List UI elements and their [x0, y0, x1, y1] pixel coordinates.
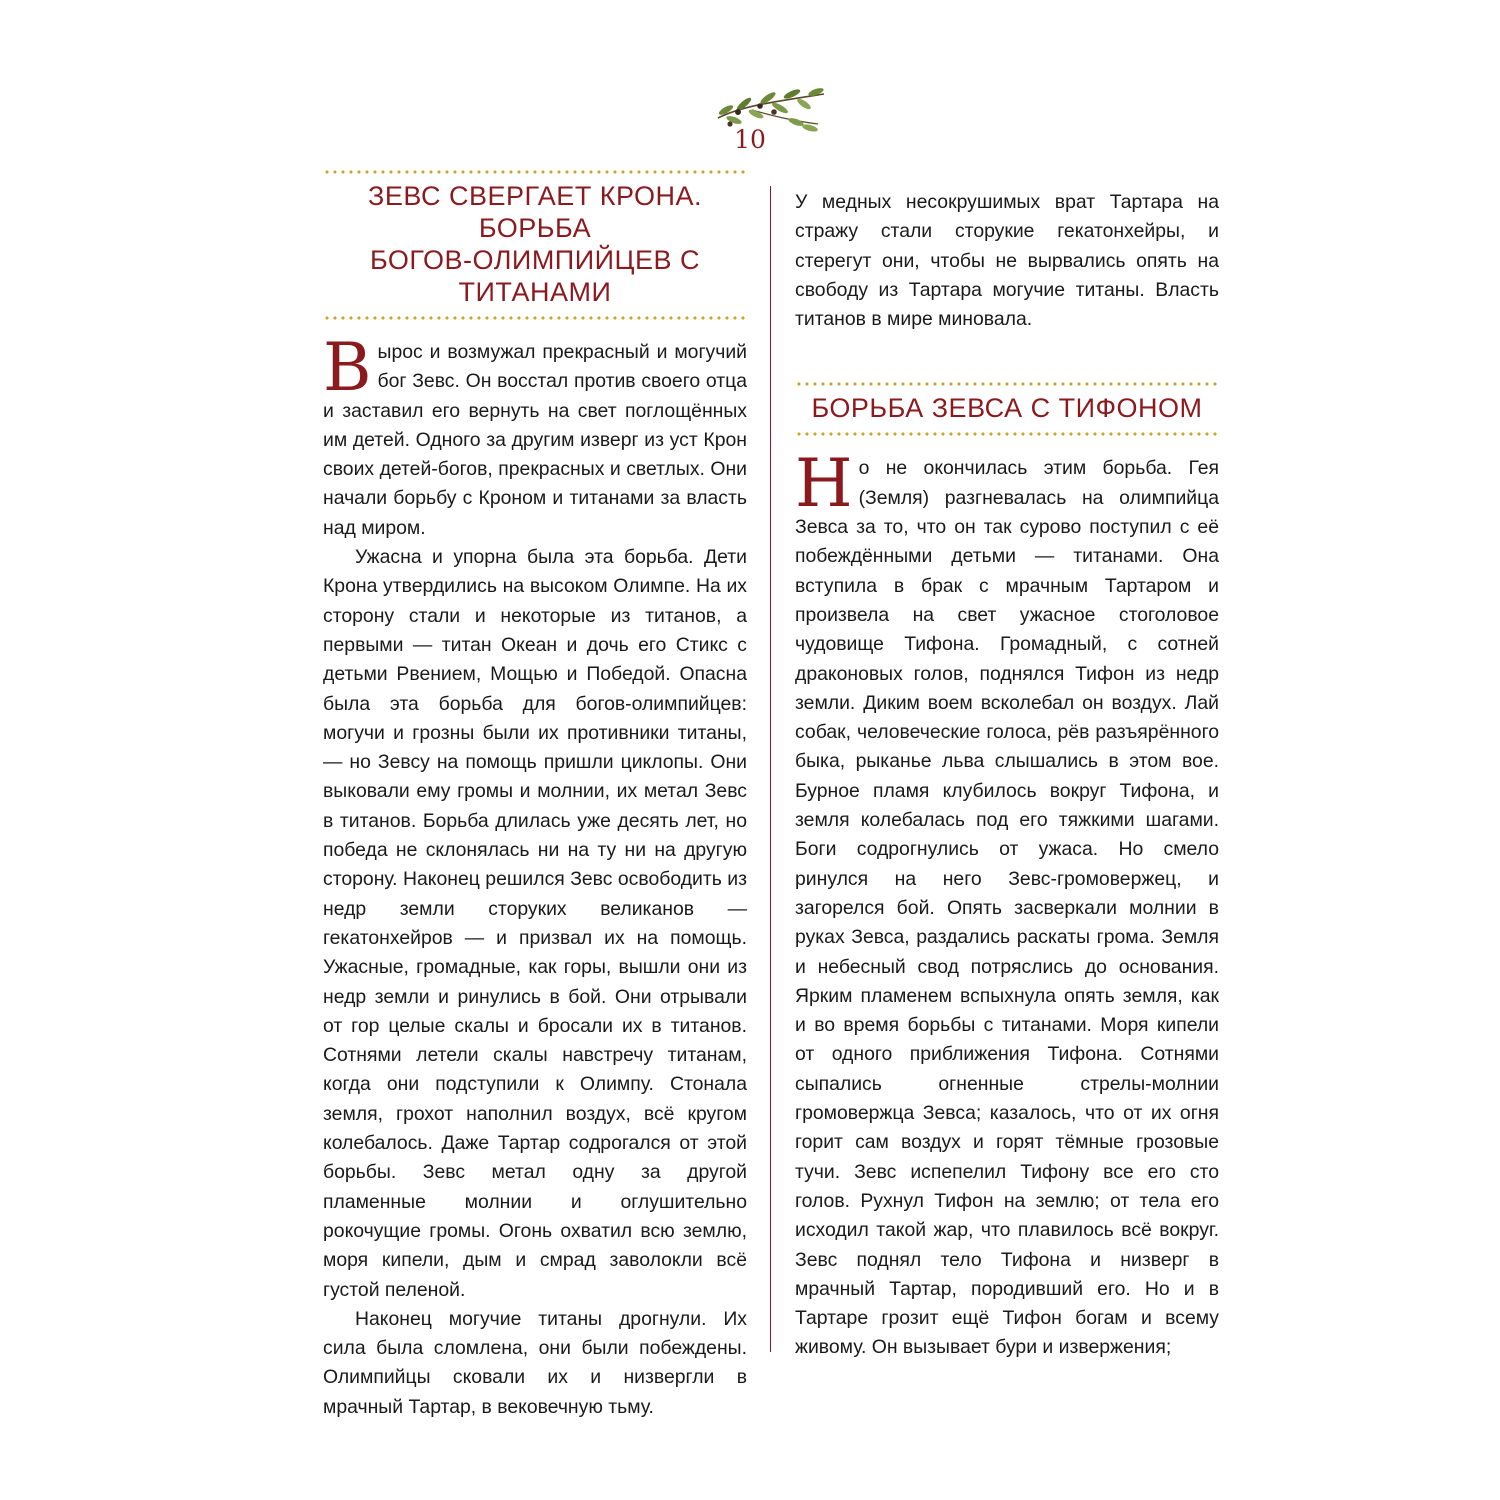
dotted-rule-bottom — [795, 432, 1219, 436]
paragraph-1-text: ырос и возмужал прекрасный и могучий бог Зевс. Он восстал против своего отца и заставил его вернуть на свет поглощённых им детей. Одного за другим изверг из уст Крон своих детей-богов, прекрасных и светлых. Они начали борьбу с Кроном и титанами за власть над миром. — [323, 341, 747, 539]
drop-cap: В — [323, 329, 372, 406]
left-column — [323, 170, 747, 1422]
page-number: 10 — [734, 125, 766, 154]
section-heading-zeus-overthrows-cronus — [323, 174, 747, 316]
heading-line-2: БОГОВ-ОЛИМПИЙЦЕВ С ТИТАНАМИ — [369, 245, 701, 307]
paragraph-continued: У медных несокрушимых врат Тартара на стражу стали сторукие гекатонхейры, и стерегут они, чтобы не вырвались опять на свободу из Тартара могучие титаны. Власть титанов в мире миновала. — [795, 191, 1219, 331]
paragraph-2: Ужасна и упорна была эта борьба. Дети Крона утвердились на высоком Олимпе. На их сторону стали и некоторые из титанов, а первыми — титан Океан и дочь его Стикс с детьми Рвением, Мощью и Победой. Опасна была эта борьба для богов-олимпийцев: могучи и грозны были их противники титаны, — но Зевсу на помощь пришли циклопы. Они выковали ему громы и молнии, их метал Зевс в титанов. Борьба длилась уже десять лет, но победа не склонялась ни на ту ни на другую сторону. Наконец решился Зевс освободить из недр земли сторуких великанов — гекатонхейров — и призвал их на помощь. Ужасные, громадные, как горы, вышли они из недр земли и ринулись в бой. Они отрывали от гор целые скалы и бросали их в титанов. Сотнями летели скалы навстречу титанам, когда они подступили к Олимпу. Стонала земля, грохот наполнил воздух, всё кругом колебалось. Даже Тартар содрогался от этой борьбы. Зевс метал одну за другой пламенные молнии и оглушительно рокочущие громы. Огонь охватил всю землю, моря кипели, дым и смрад заволокли всё густой пеленой. — [323, 546, 747, 1301]
paragraph-1 — [323, 329, 747, 543]
dotted-rule-bottom — [323, 316, 747, 320]
paragraph-3: Наконец могучие титаны дрогнули. Их сила была сломлена, они были побеждены. Олимпийцы сковали их и низвергли в мрачный Тартар, в вековечную тьму. — [323, 1307, 747, 1418]
section-heading-zeus-vs-typhon: БОРЬБА ЗЕВСА С ТИФОНОМ — [811, 393, 1203, 424]
drop-cap: Н — [795, 445, 853, 523]
heading-line-1: ЗЕВС СВЕРГАЕТ КРОНА. БОРЬБА — [368, 181, 702, 243]
right-column — [795, 170, 1219, 1363]
column-divider — [770, 186, 771, 1352]
body-text-right-continued — [795, 188, 1219, 334]
body-text-right — [795, 445, 1219, 1362]
paragraph-typhon — [795, 445, 1219, 1362]
body-text-left — [323, 329, 747, 1422]
paragraph-typhon-text: о не окончилась этим борьба. Гея (Земля) разгневалась на олимпийца Зевса за то, что он так сурово поступил с её побеждёнными детьми — титанами. Она вступила в брак с мрачным Тартаром и произвела на свет ужасное стоголовое чудовище Тифона. Громадный, с сотней драконовых голов, поднялся Тифон из недр земли. Диким воем всколебал он воздух. Лай собак, человеческие голоса, рёв разъярённого быка, рыканье льва слышались в этом вое. Бурное пламя клубилось вокруг Тифона, и земля колебалась под его тяжкими шагами. Боги содрогнулись от ужаса. Но смело ринулся на него Зевс-громовержец, и загорелся бой. Опять засверкали молнии в руках Зевса, раздались раскаты грома. Земля и небесный свод потряслись до основания. Ярким пламенем вспыхнула опять земля, как и во время борьбы с титанами. Моря кипели от одного приближения Тифона. Сотнями сыпались огненные стрелы-молнии громовержца Зевса; казалось, что от их огня горит сам воздух и горят тёмные грозовые тучи. Зевс испепелил Тифону все его сто голов. Рухнул Тифон на землю; от тела его исходил такой жар, что плавилось всё вокруг. Зевс поднял тело Тифона и низверг в мрачный Тартар, породивший его. Но и в Тартаре грозит ещё Тифон богам и всему живому. Он вызывает бури и извержения; — [795, 457, 1219, 1359]
